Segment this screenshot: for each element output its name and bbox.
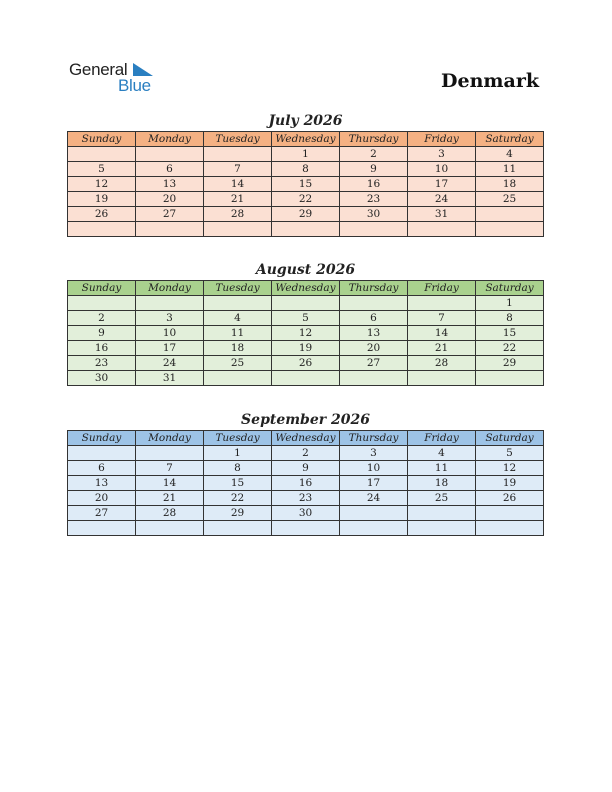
day-cell: 23 — [68, 356, 136, 371]
day-cell — [408, 521, 476, 536]
day-cell — [272, 222, 340, 237]
day-cell: 20 — [68, 491, 136, 506]
day-cell: 13 — [136, 177, 204, 192]
weekday-monday: Monday — [136, 281, 204, 296]
day-cell — [136, 446, 204, 461]
weekday-saturday: Saturday — [476, 431, 544, 446]
day-cell: 12 — [68, 177, 136, 192]
day-cell — [68, 446, 136, 461]
day-cell: 17 — [408, 177, 476, 192]
day-cell: 17 — [136, 341, 204, 356]
day-cell: 8 — [476, 311, 544, 326]
day-cell: 26 — [272, 356, 340, 371]
day-cell — [272, 296, 340, 311]
day-cell — [476, 371, 544, 386]
weekday-header-row — [68, 132, 544, 147]
day-cell: 5 — [68, 162, 136, 177]
day-cell: 27 — [68, 506, 136, 521]
day-cell: 12 — [272, 326, 340, 341]
day-cell — [68, 296, 136, 311]
weekday-header-row — [68, 281, 544, 296]
day-cell: 2 — [340, 147, 408, 162]
month-title: August 2026 — [255, 262, 356, 278]
weekday-wednesday: Wednesday — [272, 281, 340, 296]
day-cell — [204, 147, 272, 162]
day-cell: 10 — [408, 162, 476, 177]
day-cell — [136, 147, 204, 162]
week-row — [68, 147, 544, 162]
day-cell: 24 — [340, 491, 408, 506]
week-row — [68, 162, 544, 177]
day-cell — [476, 207, 544, 222]
day-cell: 19 — [68, 192, 136, 207]
day-cell: 10 — [340, 461, 408, 476]
brand-word-general: General — [69, 60, 128, 79]
day-cell: 2 — [68, 311, 136, 326]
day-cell — [204, 521, 272, 536]
brand-logo — [69, 60, 169, 96]
day-cell: 15 — [272, 177, 340, 192]
day-cell: 26 — [68, 207, 136, 222]
day-cell — [476, 521, 544, 536]
day-cell — [340, 371, 408, 386]
week-row — [68, 491, 544, 506]
day-cell: 2 — [272, 446, 340, 461]
day-cell: 5 — [476, 446, 544, 461]
day-cell: 1 — [476, 296, 544, 311]
day-cell — [408, 296, 476, 311]
week-row — [68, 476, 544, 491]
day-cell: 24 — [136, 356, 204, 371]
day-cell: 19 — [272, 341, 340, 356]
day-cell: 9 — [272, 461, 340, 476]
weekday-saturday: Saturday — [476, 281, 544, 296]
calendar-grid — [67, 430, 544, 536]
day-cell: 3 — [408, 147, 476, 162]
month-title: September 2026 — [241, 412, 370, 428]
day-cell: 25 — [408, 491, 476, 506]
day-cell: 14 — [136, 476, 204, 491]
country-title: Denmark — [441, 70, 539, 92]
day-cell: 18 — [476, 177, 544, 192]
week-row — [68, 311, 544, 326]
day-cell: 20 — [136, 192, 204, 207]
day-cell: 15 — [204, 476, 272, 491]
week-row — [68, 326, 544, 341]
day-cell — [272, 371, 340, 386]
day-cell: 30 — [340, 207, 408, 222]
weeks-body — [68, 296, 544, 386]
day-cell — [68, 222, 136, 237]
calendar-grid — [67, 280, 544, 386]
day-cell: 4 — [204, 311, 272, 326]
brand-word-blue: Blue — [118, 76, 151, 95]
week-row — [68, 222, 544, 237]
day-cell: 16 — [68, 341, 136, 356]
weeks-body — [68, 147, 544, 237]
week-row — [68, 207, 544, 222]
day-cell: 10 — [136, 326, 204, 341]
weekday-friday: Friday — [408, 281, 476, 296]
day-cell: 29 — [272, 207, 340, 222]
day-cell: 7 — [204, 162, 272, 177]
week-row — [68, 296, 544, 311]
day-cell: 21 — [204, 192, 272, 207]
day-cell: 26 — [476, 491, 544, 506]
week-row — [68, 192, 544, 207]
day-cell: 13 — [340, 326, 408, 341]
day-cell: 1 — [204, 446, 272, 461]
day-cell: 5 — [272, 311, 340, 326]
day-cell: 12 — [476, 461, 544, 476]
day-cell: 8 — [272, 162, 340, 177]
day-cell: 28 — [408, 356, 476, 371]
weekday-sunday: Sunday — [68, 132, 136, 147]
day-cell: 24 — [408, 192, 476, 207]
month-calendar-july — [67, 112, 544, 237]
day-cell: 27 — [136, 207, 204, 222]
weekday-thursday: Thursday — [340, 431, 408, 446]
month-calendar-august — [67, 261, 544, 386]
day-cell: 31 — [136, 371, 204, 386]
weeks-body — [68, 446, 544, 536]
week-row — [68, 506, 544, 521]
day-cell: 8 — [204, 461, 272, 476]
day-cell: 4 — [476, 147, 544, 162]
month-title: July 2026 — [268, 113, 343, 129]
day-cell — [476, 506, 544, 521]
week-row — [68, 521, 544, 536]
weekday-sunday: Sunday — [68, 281, 136, 296]
day-cell: 3 — [136, 311, 204, 326]
day-cell — [136, 222, 204, 237]
weekday-saturday: Saturday — [476, 132, 544, 147]
day-cell: 14 — [204, 177, 272, 192]
day-cell: 22 — [476, 341, 544, 356]
day-cell: 9 — [340, 162, 408, 177]
weekday-monday: Monday — [136, 132, 204, 147]
day-cell: 18 — [204, 341, 272, 356]
month-calendar-september — [67, 411, 544, 536]
day-cell: 25 — [204, 356, 272, 371]
weekday-friday: Friday — [408, 132, 476, 147]
day-cell: 22 — [272, 192, 340, 207]
day-cell — [408, 371, 476, 386]
day-cell — [204, 296, 272, 311]
weekday-thursday: Thursday — [340, 281, 408, 296]
day-cell: 17 — [340, 476, 408, 491]
weekday-wednesday: Wednesday — [272, 431, 340, 446]
week-row — [68, 341, 544, 356]
day-cell: 20 — [340, 341, 408, 356]
day-cell — [340, 296, 408, 311]
day-cell: 16 — [272, 476, 340, 491]
day-cell: 11 — [204, 326, 272, 341]
day-cell — [204, 222, 272, 237]
day-cell: 1 — [272, 147, 340, 162]
day-cell: 25 — [476, 192, 544, 207]
day-cell: 30 — [68, 371, 136, 386]
weekday-tuesday: Tuesday — [204, 281, 272, 296]
day-cell: 21 — [136, 491, 204, 506]
day-cell: 29 — [204, 506, 272, 521]
day-cell: 6 — [340, 311, 408, 326]
week-row — [68, 371, 544, 386]
day-cell: 9 — [68, 326, 136, 341]
weekday-friday: Friday — [408, 431, 476, 446]
day-cell: 30 — [272, 506, 340, 521]
weekday-thursday: Thursday — [340, 132, 408, 147]
day-cell: 22 — [204, 491, 272, 506]
week-row — [68, 356, 544, 371]
day-cell — [476, 222, 544, 237]
day-cell — [408, 222, 476, 237]
day-cell: 28 — [204, 207, 272, 222]
calendar-grid — [67, 131, 544, 237]
weekday-header-row — [68, 431, 544, 446]
day-cell: 16 — [340, 177, 408, 192]
day-cell: 28 — [136, 506, 204, 521]
day-cell: 29 — [476, 356, 544, 371]
day-cell — [340, 521, 408, 536]
day-cell — [136, 521, 204, 536]
day-cell: 11 — [476, 162, 544, 177]
day-cell: 21 — [408, 341, 476, 356]
day-cell: 7 — [408, 311, 476, 326]
day-cell: 3 — [340, 446, 408, 461]
day-cell — [272, 521, 340, 536]
day-cell: 11 — [408, 461, 476, 476]
day-cell: 6 — [68, 461, 136, 476]
day-cell: 23 — [340, 192, 408, 207]
day-cell — [136, 296, 204, 311]
week-row — [68, 461, 544, 476]
weekday-wednesday: Wednesday — [272, 132, 340, 147]
day-cell — [204, 371, 272, 386]
day-cell: 31 — [408, 207, 476, 222]
day-cell: 7 — [136, 461, 204, 476]
day-cell: 15 — [476, 326, 544, 341]
day-cell: 27 — [340, 356, 408, 371]
day-cell — [340, 222, 408, 237]
weekday-tuesday: Tuesday — [204, 132, 272, 147]
weekday-tuesday: Tuesday — [204, 431, 272, 446]
weekday-monday: Monday — [136, 431, 204, 446]
week-row — [68, 446, 544, 461]
day-cell: 13 — [68, 476, 136, 491]
weekday-sunday: Sunday — [68, 431, 136, 446]
day-cell — [340, 506, 408, 521]
day-cell — [68, 147, 136, 162]
day-cell — [408, 506, 476, 521]
day-cell: 14 — [408, 326, 476, 341]
week-row — [68, 177, 544, 192]
day-cell: 23 — [272, 491, 340, 506]
day-cell: 19 — [476, 476, 544, 491]
day-cell — [68, 521, 136, 536]
day-cell: 4 — [408, 446, 476, 461]
triangle-logo-icon — [133, 63, 153, 77]
day-cell: 18 — [408, 476, 476, 491]
day-cell: 6 — [136, 162, 204, 177]
